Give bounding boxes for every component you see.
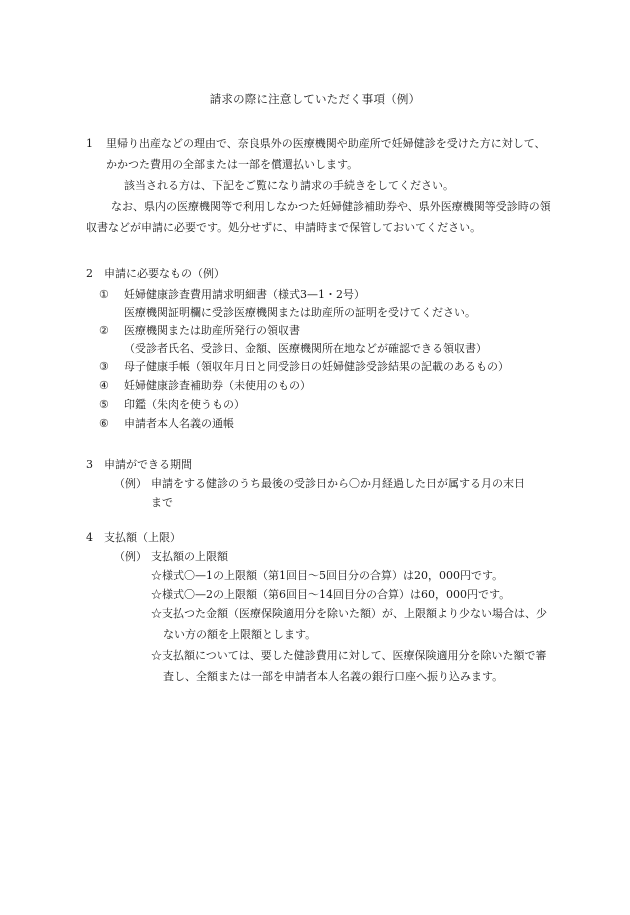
section-2-item-2-num: ②: [99, 324, 109, 337]
section-2-heading: 2 申請に必要なもの（例）: [86, 267, 225, 280]
section-4-heading: 4 支払額（上限）: [86, 531, 181, 544]
page-title: 請求の際に注意していただく事項（例）: [209, 92, 421, 106]
section-2-item-4-num: ④: [99, 379, 109, 392]
section-2-item-6-text: 申請者本人名義の通帳: [124, 417, 234, 430]
section-3-heading: 3 申請ができる期間: [86, 458, 192, 471]
section-1-para-3-text: なお、県内の医療機関等で利用しなかつた妊婦健診補助券や、県外医療機関等受診時の領収書などが申請に必要です。処分せずに、申請時まで保管しておいてください。: [86, 200, 551, 234]
section-4-bullet-3-wrap: [151, 603, 551, 645]
section-4-bullet-4: ☆支払額については、要した健診費用に対して、医療保険適用分を除いた額で審査し、全額または一部を申請者本人名義の銀行口座へ振り込みます。: [151, 649, 547, 683]
section-1-para-1-text: 里帰り出産などの理由で、奈良県外の医療機関や助産所で妊婦健診を受けた方に対して、かかつた費用の全部または一部を償還払いします。: [106, 137, 546, 171]
section-1: [86, 133, 554, 238]
section-4-bullet-2: ☆様式〇—2の上限額（第6回目〜14回目分の合算）は60，000円です。: [151, 588, 511, 601]
section-2-item-1-note: 医療機関証明欄に受診医療機関または助産所の証明を受けてください。: [124, 306, 476, 319]
section-4-subheading: 支払額の上限額: [151, 550, 228, 563]
section-3-example-label: （例）: [114, 477, 147, 490]
section-4-bullet-4-wrap: [151, 645, 551, 687]
section-1-number: 1: [86, 137, 93, 150]
section-3-line-2: まで: [151, 496, 173, 509]
section-2-item-5-text: 印鑑（朱肉を使うもの）: [124, 398, 245, 411]
section-2-item-1-num: ①: [99, 288, 109, 301]
section-2-item-3-text: 母子健康手帳（領収年月日と同受診日の妊婦健診受診結果の記載のあるもの）: [124, 360, 509, 373]
section-4-example-label: （例）: [114, 550, 147, 563]
section-4-bullet-3: ☆支払つた金額（医療保険適用分を除いた額）が、上限額より少ない場合は、少ない方の額を上限額とします。: [151, 607, 547, 641]
section-3-line-1: 申請をする健診のうち最後の受診日から〇か月経過した日が属する月の末日: [151, 477, 525, 490]
section-2-item-5-num: ⑤: [99, 398, 109, 411]
section-2-item-1-text: 妊婦健康診査費用請求明細書（様式3—1・2号）: [124, 288, 365, 301]
section-1-para-2: [86, 175, 554, 196]
section-1-para-3: [86, 196, 554, 238]
section-1-para-1: [86, 133, 554, 175]
section-4-bullet-1: ☆様式〇—1の上限額（第1回目〜5回目分の合算）は20，000円です。: [151, 569, 504, 582]
section-2-item-3-num: ③: [99, 360, 109, 373]
section-2-item-2-note: （受診者氏名、受診日、金額、医療機関所在地などが確認できる領収書）: [124, 342, 487, 355]
section-2-item-4-text: 妊婦健康診査補助券（未使用のもの）: [124, 379, 311, 392]
section-1-para-2-text: 該当される方は、下記をご覧になり請求の手続きをしてください。: [124, 179, 454, 192]
section-2-item-6-num: ⑥: [99, 417, 109, 430]
section-2-item-2-text: 医療機関または助産所発行の領収書: [124, 324, 300, 337]
